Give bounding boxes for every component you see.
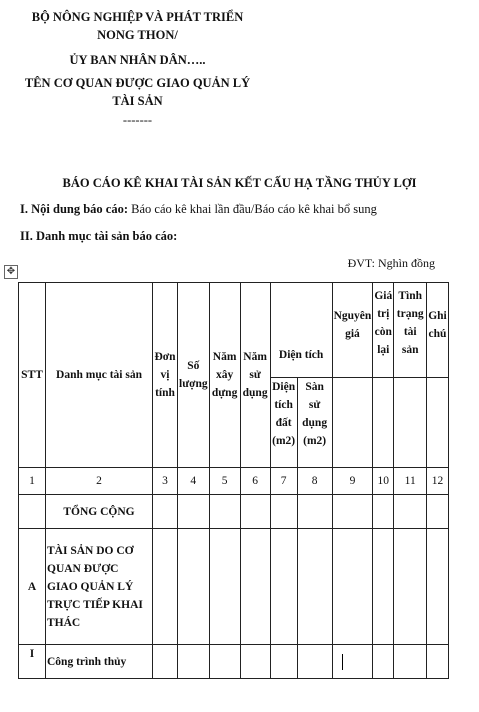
col-number: 10 <box>373 468 394 495</box>
col-stt: STT <box>19 283 46 468</box>
text-cursor-cell[interactable] <box>332 645 373 679</box>
empty-cell <box>178 645 210 679</box>
col-remaining-value: Giá trị còn lại <box>373 283 394 378</box>
empty-cell <box>373 495 394 529</box>
number-row <box>19 468 449 495</box>
empty-cell <box>178 529 210 645</box>
col-number: 4 <box>178 468 210 495</box>
empty-cell <box>153 645 178 679</box>
empty-cell <box>427 529 449 645</box>
empty-cell <box>373 529 394 645</box>
text-cursor <box>342 654 343 670</box>
row-asset-name: TÀI SẢN DO CƠ QUAN ĐƯỢC GIAO QUẢN LÝ TRỰC TIẾP KHAI THÁC <box>46 529 153 645</box>
col-year-used: Năm sử dụng <box>240 283 270 468</box>
empty-cell <box>178 495 210 529</box>
col-number: 5 <box>209 468 240 495</box>
header-separator: ------- <box>122 113 153 127</box>
empty-cell <box>153 529 178 645</box>
agency-line-1: BỘ NÔNG NGHIỆP VÀ PHÁT TRIỂN <box>31 10 244 24</box>
empty-cell <box>209 495 240 529</box>
col-floor-area: Sàn sử dụng (m2) <box>297 378 332 468</box>
col-number: 12 <box>427 468 449 495</box>
col-unit: Đơn vị tính <box>153 283 178 468</box>
table-move-handle-icon[interactable]: ✥ <box>4 265 18 279</box>
empty-cell <box>240 529 270 645</box>
section-1-label: I. Nội dung báo cáo: <box>20 202 129 216</box>
empty-cell <box>240 645 270 679</box>
col-number: 2 <box>46 468 153 495</box>
col-number: 1 <box>19 468 46 495</box>
empty-cell <box>270 495 297 529</box>
empty-cell <box>427 495 449 529</box>
row-stt: A <box>19 529 46 645</box>
empty-cell <box>373 645 394 679</box>
section-2-label: II. Danh mục tài sản báo cáo: <box>20 229 178 243</box>
total-label: TỔNG CỘNG <box>46 495 153 529</box>
empty-cell <box>19 495 46 529</box>
empty-cell <box>153 495 178 529</box>
section-1 <box>20 202 377 217</box>
empty-cell <box>270 529 297 645</box>
col-number: 11 <box>394 468 427 495</box>
agency-line-4: TÊN CƠ QUAN ĐƯỢC GIAO QUẢN LÝ <box>24 76 251 90</box>
table-row <box>19 529 449 645</box>
col-number: 8 <box>297 468 332 495</box>
total-row <box>19 495 449 529</box>
agency-line-2: NONG THON/ <box>97 28 178 42</box>
row-stt: I <box>19 645 46 679</box>
col-number: 7 <box>270 468 297 495</box>
empty-cell <box>209 645 240 679</box>
empty-cell <box>332 495 373 529</box>
asset-table <box>18 282 449 679</box>
col-number: 6 <box>240 468 270 495</box>
empty-cell <box>332 529 373 645</box>
empty-cell <box>394 378 427 468</box>
empty-cell <box>394 645 427 679</box>
col-qty: Số lượng <box>178 283 210 468</box>
col-note: Ghi chú <box>427 283 449 378</box>
col-status: Tình trạng tài sản <box>394 283 427 378</box>
col-year-built: Năm xây dựng <box>209 283 240 468</box>
empty-cell <box>297 495 332 529</box>
row-asset-name: Công trình thủy <box>46 645 153 679</box>
table-row <box>19 645 449 679</box>
empty-cell <box>332 378 373 468</box>
empty-cell <box>209 529 240 645</box>
col-number: 9 <box>332 468 373 495</box>
empty-cell <box>427 645 449 679</box>
empty-cell <box>240 495 270 529</box>
agency-line-5: TÀI SẢN <box>112 94 163 108</box>
empty-cell <box>427 378 449 468</box>
col-number: 3 <box>153 468 178 495</box>
empty-cell <box>394 529 427 645</box>
col-name: Danh mục tài sản <box>46 283 153 468</box>
section-2 <box>20 229 177 244</box>
header-row-1 <box>19 283 449 378</box>
report-title: BÁO CÁO KÊ KHAI TÀI SẢN KẾT CẤU HẠ TẦNG THỦY LỢI <box>62 176 417 190</box>
col-area: Diện tích <box>270 283 332 378</box>
section-1-text: Báo cáo kê khai lần đầu/Báo cáo kê khai bổ sung <box>128 202 377 216</box>
empty-cell <box>270 645 297 679</box>
empty-cell <box>373 378 394 468</box>
col-land-area: Diện tích đất (m2) <box>270 378 297 468</box>
agency-line-3: ỦY BAN NHÂN DÂN….. <box>69 53 206 67</box>
empty-cell <box>394 495 427 529</box>
empty-cell <box>297 529 332 645</box>
currency-unit: ĐVT: Nghìn đồng <box>347 256 435 270</box>
empty-cell <box>297 645 332 679</box>
col-original-price: Nguyên giá <box>332 283 373 378</box>
